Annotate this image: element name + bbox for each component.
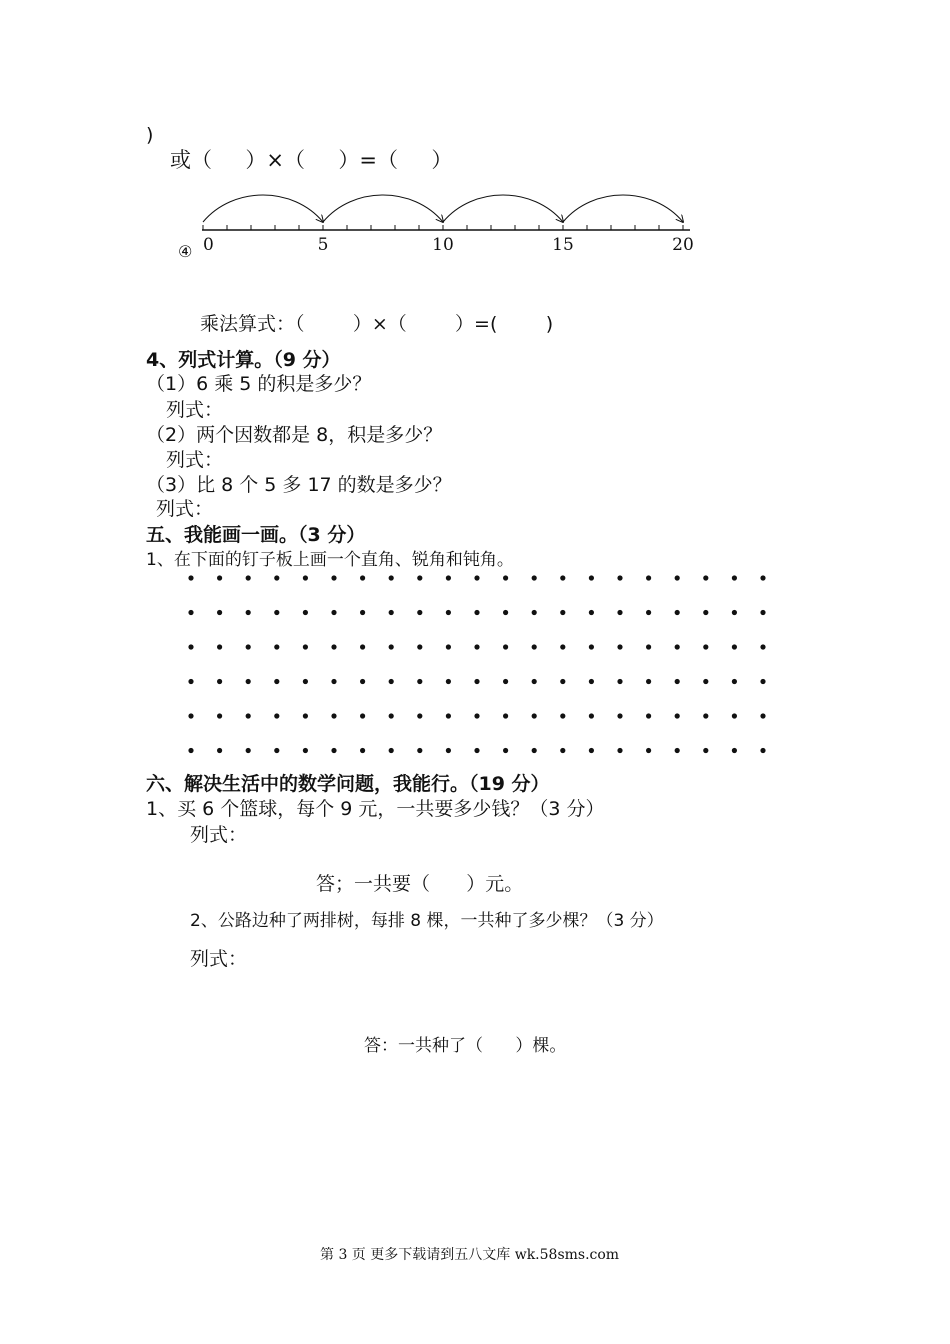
peg-dot[interactable] xyxy=(589,644,594,649)
peg-dot[interactable] xyxy=(675,748,680,753)
jump-arcs xyxy=(203,195,683,222)
peg-dot[interactable] xyxy=(560,610,565,615)
page-footer: 第 3 页 更多下载请到五八文库 wk.58sms.com xyxy=(320,1247,620,1263)
jump-arc xyxy=(563,195,683,222)
peg-dot[interactable] xyxy=(532,575,537,580)
peg-dot[interactable] xyxy=(246,644,251,649)
peg-dot[interactable] xyxy=(589,679,594,684)
peg-dot[interactable] xyxy=(503,713,508,718)
tick-label: 5 xyxy=(317,235,329,255)
peg-dot[interactable] xyxy=(360,644,365,649)
peg-dot[interactable] xyxy=(389,575,394,580)
pegboard[interactable] xyxy=(185,568,785,758)
section5-heading: 五、我能画一画。（3 分） xyxy=(146,524,366,546)
peg-dot[interactable] xyxy=(188,644,193,649)
peg-dot[interactable] xyxy=(589,575,594,580)
peg-dot[interactable] xyxy=(246,610,251,615)
peg-dot[interactable] xyxy=(732,575,737,580)
peg-dot[interactable] xyxy=(646,679,651,684)
peg-dot[interactable] xyxy=(675,644,680,649)
peg-dot[interactable] xyxy=(360,713,365,718)
jump-arc xyxy=(443,195,563,222)
peg-dot[interactable] xyxy=(760,610,765,615)
peg-dot[interactable] xyxy=(617,679,622,684)
peg-dot[interactable] xyxy=(589,713,594,718)
peg-dot[interactable] xyxy=(331,610,336,615)
peg-dot[interactable] xyxy=(760,644,765,649)
peg-dot[interactable] xyxy=(760,713,765,718)
peg-dot[interactable] xyxy=(331,644,336,649)
peg-dot[interactable] xyxy=(532,748,537,753)
peg-dot[interactable] xyxy=(446,575,451,580)
peg-dot[interactable] xyxy=(503,610,508,615)
peg-dot[interactable] xyxy=(217,713,222,718)
peg-dot[interactable] xyxy=(274,748,279,753)
peg-dot[interactable] xyxy=(188,610,193,615)
peg-dot[interactable] xyxy=(217,575,222,580)
s4-q1-answer-label: 列式： xyxy=(166,399,224,421)
peg-dot[interactable] xyxy=(303,679,308,684)
peg-dot[interactable] xyxy=(732,644,737,649)
peg-dot[interactable] xyxy=(446,610,451,615)
peg-dot[interactable] xyxy=(303,713,308,718)
peg-dot[interactable] xyxy=(675,679,680,684)
peg-dot[interactable] xyxy=(331,713,336,718)
tick-label: 15 xyxy=(552,235,574,255)
peg-dot[interactable] xyxy=(474,644,479,649)
s5-task: 1、在下面的钉子板上画一个直角、锐角和钝角。 xyxy=(146,550,514,570)
tick-label: 20 xyxy=(672,235,694,255)
section6-heading: 六、解决生活中的数学问题，我能行。（19 分） xyxy=(146,773,550,795)
peg-dot[interactable] xyxy=(274,610,279,615)
peg-dot[interactable] xyxy=(503,575,508,580)
peg-dot[interactable] xyxy=(532,679,537,684)
peg-dot[interactable] xyxy=(360,610,365,615)
peg-dot[interactable] xyxy=(532,610,537,615)
peg-dot[interactable] xyxy=(446,679,451,684)
peg-dot[interactable] xyxy=(474,610,479,615)
s6-q2-answer-label: 列式： xyxy=(190,948,248,970)
peg-dot[interactable] xyxy=(532,644,537,649)
peg-dot[interactable] xyxy=(560,575,565,580)
peg-dot[interactable] xyxy=(389,610,394,615)
peg-dot[interactable] xyxy=(274,644,279,649)
peg-dot[interactable] xyxy=(474,748,479,753)
number-line xyxy=(170,188,730,268)
peg-dot[interactable] xyxy=(389,713,394,718)
tick-label: 10 xyxy=(432,235,454,255)
peg-dot[interactable] xyxy=(446,644,451,649)
peg-dot[interactable] xyxy=(389,748,394,753)
peg-dot[interactable] xyxy=(217,679,222,684)
peg-dot[interactable] xyxy=(703,644,708,649)
s6-q1-answer-label: 列式： xyxy=(190,824,248,846)
peg-dot[interactable] xyxy=(303,610,308,615)
peg-dot[interactable] xyxy=(274,713,279,718)
peg-dot[interactable] xyxy=(617,610,622,615)
peg-dot[interactable] xyxy=(703,575,708,580)
peg-dot[interactable] xyxy=(503,748,508,753)
peg-dot[interactable] xyxy=(589,748,594,753)
peg-dot[interactable] xyxy=(331,575,336,580)
peg-dot[interactable] xyxy=(646,575,651,580)
paren-fragment: ) xyxy=(146,124,154,146)
peg-dot[interactable] xyxy=(360,575,365,580)
tick-labels xyxy=(203,235,694,255)
peg-dot[interactable] xyxy=(417,644,422,649)
peg-dot[interactable] xyxy=(703,713,708,718)
peg-dot[interactable] xyxy=(417,575,422,580)
s6-q2-answer: 答：一共种了（ ）棵。 xyxy=(364,1036,567,1056)
problem-label: ④ xyxy=(178,242,193,261)
peg-dot[interactable] xyxy=(188,713,193,718)
peg-dot[interactable] xyxy=(646,644,651,649)
peg-dot[interactable] xyxy=(646,713,651,718)
peg-dot[interactable] xyxy=(675,575,680,580)
peg-dot[interactable] xyxy=(389,644,394,649)
peg-dot[interactable] xyxy=(532,713,537,718)
peg-dot[interactable] xyxy=(732,748,737,753)
peg-dot[interactable] xyxy=(360,679,365,684)
peg-dot[interactable] xyxy=(303,644,308,649)
peg-dot[interactable] xyxy=(360,748,365,753)
jump-arc xyxy=(203,195,323,222)
peg-dot[interactable] xyxy=(732,679,737,684)
peg-dot[interactable] xyxy=(246,748,251,753)
peg-dot[interactable] xyxy=(617,575,622,580)
peg-dot[interactable] xyxy=(417,610,422,615)
peg-dot[interactable] xyxy=(246,575,251,580)
peg-dot[interactable] xyxy=(760,748,765,753)
peg-dot[interactable] xyxy=(646,610,651,615)
peg-dot[interactable] xyxy=(246,679,251,684)
peg-dot[interactable] xyxy=(760,679,765,684)
s6-q2: 2、公路边种了两排树，每排 8 棵，一共种了多少棵？（3 分） xyxy=(190,911,664,931)
peg-dot[interactable] xyxy=(389,679,394,684)
peg-dot[interactable] xyxy=(703,679,708,684)
peg-dot[interactable] xyxy=(331,679,336,684)
peg-dot[interactable] xyxy=(675,713,680,718)
peg-dot[interactable] xyxy=(217,748,222,753)
peg-dot[interactable] xyxy=(246,713,251,718)
s4-q2: （2）两个因数都是 8，积是多少？ xyxy=(146,424,443,446)
peg-dot[interactable] xyxy=(617,713,622,718)
peg-dot[interactable] xyxy=(303,575,308,580)
peg-dot[interactable] xyxy=(589,610,594,615)
peg-dot[interactable] xyxy=(474,575,479,580)
s4-q1: （1）6 乘 5 的积是多少？ xyxy=(146,373,372,395)
peg-dot[interactable] xyxy=(703,748,708,753)
peg-dot[interactable] xyxy=(331,748,336,753)
peg-dot[interactable] xyxy=(446,748,451,753)
peg-dot[interactable] xyxy=(646,748,651,753)
peg-dot[interactable] xyxy=(417,713,422,718)
peg-dot[interactable] xyxy=(560,679,565,684)
peg-dot[interactable] xyxy=(474,713,479,718)
peg-dot[interactable] xyxy=(446,713,451,718)
peg-dot[interactable] xyxy=(560,713,565,718)
peg-dot[interactable] xyxy=(732,610,737,615)
peg-dot[interactable] xyxy=(417,748,422,753)
peg-dot[interactable] xyxy=(217,610,222,615)
peg-dot[interactable] xyxy=(675,610,680,615)
jump-arc xyxy=(323,195,443,222)
peg-dot[interactable] xyxy=(760,575,765,580)
tick-label: 0 xyxy=(203,235,214,255)
section4-heading: 4、列式计算。（9 分） xyxy=(146,349,341,371)
s4-q3: （3）比 8 个 5 多 17 的数是多少？ xyxy=(146,474,452,496)
peg-dot[interactable] xyxy=(303,748,308,753)
peg-dot[interactable] xyxy=(474,679,479,684)
peg-dot[interactable] xyxy=(703,610,708,615)
s4-q3-answer-label: 列式： xyxy=(156,498,214,520)
s6-q1-answer: 答；一共要（ ）元。 xyxy=(316,873,524,895)
s4-q2-answer-label: 列式： xyxy=(166,449,224,471)
peg-dot[interactable] xyxy=(732,713,737,718)
alt-equation: 或（ ）×（ ）=（ ） xyxy=(170,148,453,172)
peg-dot[interactable] xyxy=(560,748,565,753)
s6-q1: 1、买 6 个篮球，每个 9 元，一共要多少钱？（3 分） xyxy=(146,798,605,820)
peg-dot[interactable] xyxy=(617,748,622,753)
multiplication-formula: 乘法算式：（ ）×（ ）=( ) xyxy=(200,313,554,335)
peg-dot[interactable] xyxy=(417,679,422,684)
peg-dot[interactable] xyxy=(503,679,508,684)
peg-dot[interactable] xyxy=(188,679,193,684)
peg-dot[interactable] xyxy=(560,644,565,649)
peg-dot[interactable] xyxy=(188,748,193,753)
peg-dot[interactable] xyxy=(217,644,222,649)
peg-dot[interactable] xyxy=(188,575,193,580)
peg-dot[interactable] xyxy=(503,644,508,649)
minor-ticks xyxy=(203,225,683,230)
peg-dot[interactable] xyxy=(274,575,279,580)
peg-dot[interactable] xyxy=(617,644,622,649)
peg-dot[interactable] xyxy=(274,679,279,684)
